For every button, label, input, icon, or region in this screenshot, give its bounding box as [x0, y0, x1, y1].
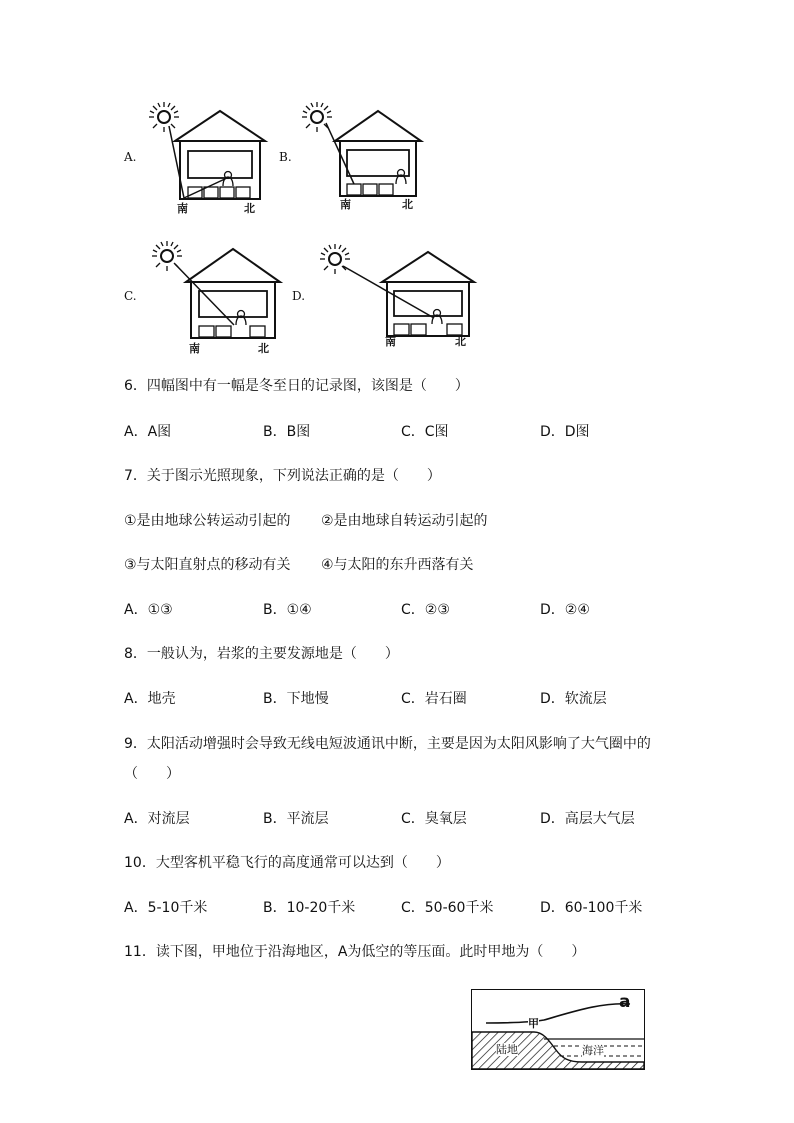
q7-option-a[interactable]: A．①③ [124, 602, 173, 618]
q8-option-c[interactable]: C．岩石圈 [401, 691, 467, 707]
isobar-label: a [619, 992, 631, 1012]
q9-option-b[interactable]: B．平流层 [263, 811, 329, 827]
sea-label: 海洋 [582, 1044, 604, 1057]
q6-option-c[interactable]: C．C图 [401, 424, 449, 440]
panel-d-north: 北 [455, 335, 466, 348]
panel-b-south: 南 [340, 198, 351, 211]
question-9-stem-line2: （ ） [124, 766, 180, 782]
q6-option-b[interactable]: B．B图 [263, 424, 311, 440]
q8-option-b[interactable]: B．下地慢 [263, 691, 329, 707]
question-7-stem: 7．关于图示光照现象，下列说法正确的是（ ） [124, 468, 441, 484]
q7-option-d[interactable]: D．②④ [540, 602, 590, 618]
q7-statement-4: ④与太阳的东升西落有关 [321, 557, 474, 573]
q7-statement-3: ③与太阳直射点的移动有关 [124, 557, 291, 573]
panel-c-label: C. [124, 289, 137, 303]
panel-a-north: 北 [244, 202, 255, 215]
q7-statement-1: ①是由地球公转运动引起的 [124, 513, 291, 529]
question-11-stem: 11．读下图，甲地位于沿海地区，A为低空的等压面。此时甲地为（ ） [124, 944, 586, 960]
q10-option-d[interactable]: D．60-100千米 [540, 900, 643, 916]
sun-icon [320, 244, 350, 274]
panel-d-label: D. [292, 289, 306, 303]
place-label-jia: 甲 [528, 1017, 539, 1030]
q6-option-a[interactable]: A．A图 [124, 424, 172, 440]
panel-a-label: A. [124, 150, 137, 164]
q7-option-b[interactable]: B．①④ [263, 602, 312, 618]
q9-option-a[interactable]: A．对流层 [124, 811, 190, 827]
land-label: 陆地 [496, 1043, 518, 1056]
q8-option-a[interactable]: A．地壳 [124, 691, 176, 707]
q9-option-d[interactable]: D．高层大气层 [540, 811, 635, 827]
question-6-stem: 6．四幅图中有一幅是冬至日的记录图，该图是（ ） [124, 378, 469, 394]
panel-c-south: 南 [189, 342, 200, 355]
q10-option-b[interactable]: B．10-20千米 [263, 900, 356, 916]
q7-statement-2: ②是由地球自转运动引起的 [321, 513, 488, 529]
panel-d-south: 南 [385, 335, 396, 348]
q8-option-d[interactable]: D．软流层 [540, 691, 607, 707]
panel-b-label: B. [279, 150, 292, 164]
panel-a-diagram [145, 98, 270, 218]
question-10-stem: 10．大型客机平稳飞行的高度通常可以达到（ ） [124, 855, 450, 871]
q10-option-a[interactable]: A．5-10千米 [124, 900, 208, 916]
panel-c-diagram [148, 237, 283, 347]
question-8-stem: 8．一般认为，岩浆的主要发源地是（ ） [124, 646, 399, 662]
q6-option-d[interactable]: D．D图 [540, 424, 590, 440]
isobar-line [486, 1004, 630, 1023]
q10-option-c[interactable]: C．50-60千米 [401, 900, 494, 916]
sun-icon [149, 102, 179, 132]
panel-b-north: 北 [402, 198, 413, 211]
coastal-isobar-figure [471, 989, 645, 1070]
panel-c-north: 北 [258, 342, 269, 355]
panel-d-diagram [316, 240, 476, 340]
q7-option-c[interactable]: C．②③ [401, 602, 450, 618]
panel-a-south: 南 [177, 202, 188, 215]
question-9-stem-line1: 9．太阳活动增强时会导致无线电短波通讯中断，主要是因为太阳风影响了大气圈中的 [124, 736, 651, 752]
q9-option-c[interactable]: C．臭氧层 [401, 811, 467, 827]
